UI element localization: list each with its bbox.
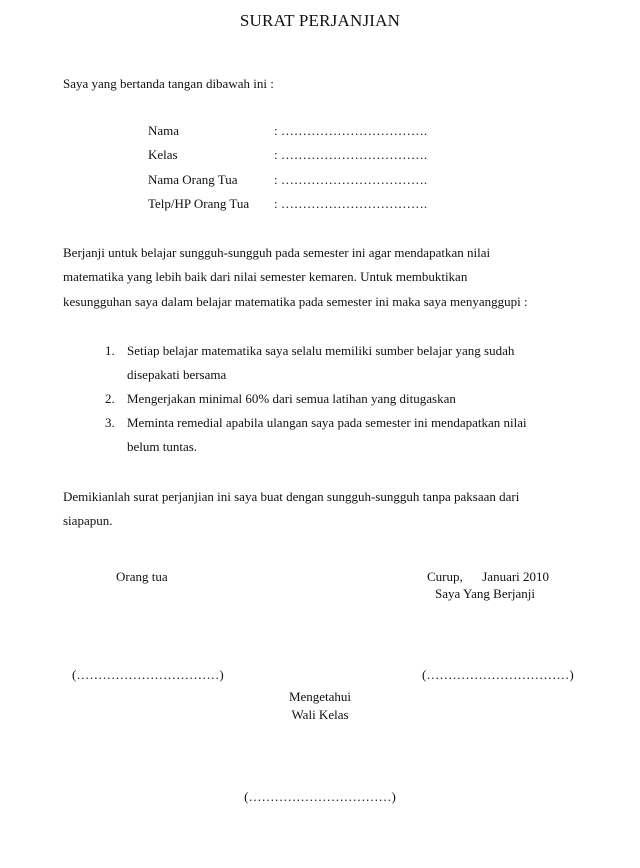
list-number: 1. [105, 343, 115, 358]
field-value-telp-orang-tua: : ……………………………. [274, 196, 428, 211]
list-item-text: Mengerjakan minimal 60% dari semua latihan yang ditugaskan [127, 391, 456, 406]
signature-place-date: Curup, Januari 2010 [427, 569, 550, 584]
field-label-kelas: Kelas [148, 147, 178, 162]
field-label-nama: Nama [148, 123, 180, 138]
witness-label: Mengetahui [288, 689, 352, 704]
document-title: SURAT PERJANJIAN [239, 11, 401, 30]
witness-blank: (……………………………) [244, 789, 396, 804]
signature-right-label: Saya Yang Berjanji [435, 586, 536, 601]
list-item-text: Setiap belajar matematika saya selalu memiliki sumber belajar yang sudah [127, 343, 515, 358]
list-item-text: disepakati bersama [127, 367, 227, 382]
list-number: 3. [105, 415, 115, 430]
field-value-nama-orang-tua: : ……………………………. [274, 172, 428, 187]
list-item-text: belum tuntas. [127, 439, 198, 454]
paragraph-line: kesungguhan saya dalam belajar matematika pada semester ini maka saya menyanggupi : [63, 294, 528, 309]
field-label-telp-orang-tua: Telp/HP Orang Tua [148, 196, 250, 211]
intro-text: Saya yang bertanda tangan dibawah ini : [63, 76, 274, 91]
witness-role: Wali Kelas [291, 707, 349, 722]
closing-line: siapapun. [63, 513, 113, 528]
field-label-nama-orang-tua: Nama Orang Tua [148, 172, 238, 187]
paragraph-line: matematika yang lebih baik dari nilai semester kemaren. Untuk membuktikan [63, 269, 468, 284]
closing-line: Demikianlah surat perjanjian ini saya buat dengan sungguh-sungguh tanpa paksaan dari [63, 489, 520, 504]
signature-left-label: Orang tua [116, 569, 168, 584]
field-value-kelas: : ……………………………. [274, 147, 428, 162]
list-item-text: Meminta remedial apabila ulangan saya pada semester ini mendapatkan nilai [127, 415, 527, 430]
signature-left-blank: (……………………………) [72, 667, 224, 682]
list-number: 2. [105, 391, 115, 406]
field-value-nama: : ……………………………. [274, 123, 428, 138]
signature-right-blank: (……………………………) [422, 667, 574, 682]
paragraph-line: Berjanji untuk belajar sungguh-sungguh pada semester ini agar mendapatkan nilai [63, 245, 491, 260]
